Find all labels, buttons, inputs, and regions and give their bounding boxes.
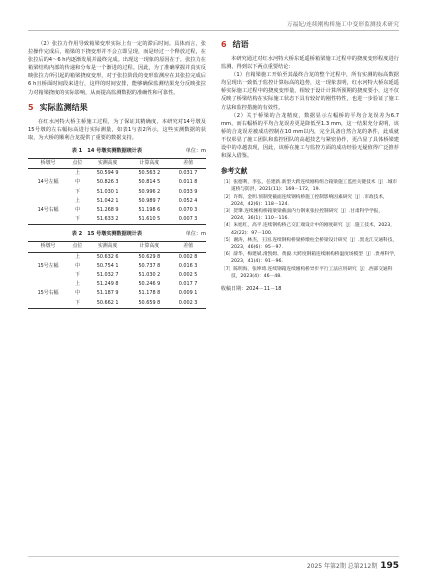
table-header-cell: 点位 xyxy=(68,242,87,252)
table-cell xyxy=(28,299,68,309)
table-row xyxy=(28,178,206,187)
table-cell: 50.989 7 xyxy=(138,197,161,204)
table-header-cell: 计算高度 xyxy=(128,158,170,168)
paragraph-left-1: （2）张拉力作用导致箱梁变形实际上有一定的滞后时间。具体而言，张拉操作完成后，箱梁的下挠变形并不会立即呈现，而是经过一个释放过程，在张拉后的4～6 h内逐渐发展并最终完成。出现这一现象的原因在于，张拉力在箱梁结构内部的传递和分布是一个渐进的过程。因此，为了准确掌握并真实反映张拉力所引起的箱梁挠度变形，对于张拉阶段的变形监测应在其张拉完成后6 h且桥面时间段来进行，这样的时间安排，能够确保监测结果充分反映张拉力对箱梁挠度的实际影响，从而提高监测数据的准确性和可靠性。 xyxy=(28,41,206,96)
table-header-cell: 桥墩号 xyxy=(28,158,68,168)
table-cell: 51.030 1 xyxy=(96,188,119,195)
table-1-title: 表 1 14 号墩实测数据统计表 xyxy=(71,147,142,154)
table-row xyxy=(28,289,206,298)
table-2-body xyxy=(28,252,206,308)
table-cell xyxy=(28,169,68,179)
table-cell: 51.198 6 xyxy=(138,206,161,213)
table-row xyxy=(28,169,206,179)
table-cell xyxy=(28,188,68,197)
table-cell: 50.659 8 xyxy=(128,299,170,309)
table-cell xyxy=(28,197,68,206)
table-cell: 15号右幅 xyxy=(37,290,59,297)
table-header-cell: 差值 xyxy=(170,158,206,168)
paragraph-left-2: 在红水河特大桥主桥施工过程，为了保证其精确度，本研究对14号墩及15号墩的左右幅标高进行实际测量，如表1与表2所示，这些实测数据的获取，为大桥的顺利合龙提供了重要的数据支持。 xyxy=(28,118,206,141)
reference-item: ［4］朱旭红，高平.连续钢构桥己交汇端设计中的刚度研究［J］.施工技术，2023，42(22)：97－100. xyxy=(221,223,395,236)
paragraph-right-1: 本研究通过对红水河特大桥东延遥桥箱梁施工过程中的挠度变形程度进行监测，得到以下两点重要结论： xyxy=(221,56,399,71)
table-cell: 中 xyxy=(74,179,80,186)
table-cell: 14号左幅 xyxy=(37,179,59,186)
table-1-body xyxy=(28,169,206,225)
table-header-cell: 计算高度 xyxy=(128,242,170,252)
reference-item: ［5］谢涛，林杰，王国.连续钢构桥梁桥墩柱全桥梁设计研究［J］.黑龙江交通科技，2023，46(6)：95－97. xyxy=(221,237,398,251)
received-date: 收稿日期：2024－11－18 xyxy=(221,286,282,293)
table-cell: 0.002 3 xyxy=(170,299,206,309)
table-2-header-row xyxy=(28,242,206,252)
section-6-number: 6 xyxy=(221,40,227,49)
table-cell: 上 xyxy=(74,281,80,288)
footer-rule xyxy=(28,556,399,557)
table-cell: 51.633 2 xyxy=(87,215,129,225)
table-cell: 51.268 9 xyxy=(96,206,119,213)
table-cell: 51.249 8 xyxy=(96,281,119,288)
table-cell: 51.187 9 xyxy=(96,290,119,297)
table-cell: 50.629 8 xyxy=(138,253,161,260)
table-cell: 50.996 2 xyxy=(138,188,161,195)
table-row xyxy=(28,215,206,225)
table-cell: 50.826 3 xyxy=(96,179,119,186)
table-cell: 0.009 1 xyxy=(178,290,198,297)
table-cell: 51.610 5 xyxy=(128,215,170,225)
table-cell: 下 xyxy=(68,215,87,225)
page-number: 195 xyxy=(380,561,399,571)
references-list xyxy=(221,179,399,280)
table-cell: 50.594 9 xyxy=(96,170,119,177)
table-1 xyxy=(28,158,206,225)
table-cell: 上 xyxy=(74,253,80,260)
table-1-caption xyxy=(28,148,206,155)
table-row xyxy=(28,280,206,289)
table-cell: 14号右幅 xyxy=(37,206,59,213)
reference-item: ［6］薛华，梅建斌.滑凯姆、黄毅.大跨度钢箱连续刚构桥温度场模型［J］.贵州科学，2023，41(4)：91－96. xyxy=(221,252,399,265)
table-cell: 中 xyxy=(74,262,80,269)
table-cell: 51.032 7 xyxy=(96,271,119,278)
table-cell: 0.017 7 xyxy=(178,281,198,288)
table-cell: 0.033 9 xyxy=(178,188,198,195)
table-cell: 50.737 8 xyxy=(138,262,161,269)
table-row xyxy=(28,262,206,271)
section-6-heading xyxy=(221,40,399,50)
table-2-title: 表 2 15 号墩实测数据统计表 xyxy=(71,231,142,238)
section-5-title: 实际监测结果 xyxy=(39,102,88,112)
table-cell: 15号左幅 xyxy=(37,262,59,269)
table-cell xyxy=(28,271,68,280)
table-2 xyxy=(28,241,206,308)
table-cell: 0.007 3 xyxy=(170,215,206,225)
table-cell: 0.002 8 xyxy=(178,253,198,260)
section-5-heading xyxy=(28,103,206,113)
references-title: 参考文献 xyxy=(221,167,248,176)
table-cell: 下 xyxy=(74,188,80,195)
table-cell: 0.016 3 xyxy=(178,262,198,269)
table-row xyxy=(28,252,206,262)
table-cell xyxy=(28,252,68,262)
table-cell: 50.662 1 xyxy=(87,299,129,309)
issue-info: 2025 年第2期 总第212期 xyxy=(306,563,378,570)
reference-item: ［3］贺肇.连续刚构桥箱梁梁截面内力钢束张拉控制研究［J］.甘肃科学学报，2024，36(1)：110－116. xyxy=(221,209,384,222)
table-cell: 上 xyxy=(74,197,80,204)
table-cell xyxy=(28,215,68,225)
table-cell: 50.632 6 xyxy=(96,253,119,260)
table-1-unit: 单位：m xyxy=(185,147,206,154)
reference-item: ［1］张德利，李弘，任建新.新型大跨连续刚构组合箱梁施工监控关键技术［J］.城市道桥与防洪，2021(11)：169－172，19. xyxy=(221,180,398,193)
section-6-title: 结语 xyxy=(232,40,249,49)
paragraph-right-2: （1）自箱梁施工开始至其最终合龙的整个过程中，所有实测的标高数据均呈现出一致低于监控计算标高的趋势，这一现象表明，红水河特大桥东延遥桥实际施工过程中的挠度变形量，相较于设计计算所预期的挠度要小，这不仅反映了桥梁结构在实际施工状态下具有较好的刚性特性，也进一步验证了施工方法和监控措施的有效性。 xyxy=(221,72,399,111)
table-cell: 50.246 9 xyxy=(138,281,161,288)
table-cell: 51.178 8 xyxy=(138,290,161,297)
table-row xyxy=(28,197,206,206)
left-column xyxy=(28,40,206,309)
right-column xyxy=(221,40,399,293)
section-5-number: 5 xyxy=(28,102,34,112)
table-cell: 50.563 2 xyxy=(138,170,161,177)
table-header-cell: 点位 xyxy=(68,158,87,168)
table-2-unit: 单位：m xyxy=(185,231,206,238)
running-head: 万福妃/连续刚构桥施工中变形监测技术研究 xyxy=(286,22,399,28)
table-row xyxy=(28,206,206,215)
table-cell: 0.070 3 xyxy=(178,206,198,213)
reference-item: ［7］陈明海，张坤琦.连续钢箱连续刚构桥异步平行工法应用研究［J］.西部交通科技，2023(4)：46－48. xyxy=(221,266,393,279)
table-cell: 0.002 5 xyxy=(178,271,198,278)
table-cell: 50.814 5 xyxy=(138,179,161,186)
table-row xyxy=(28,271,206,280)
table-header-cell: 桥墩号 xyxy=(28,242,68,252)
table-cell: 下 xyxy=(68,299,87,309)
table-cell: 0.011 8 xyxy=(178,179,198,186)
table-cell: 0.052 4 xyxy=(178,197,198,204)
table-cell: 0.031 7 xyxy=(178,170,198,177)
paragraph-right-3: （2）关于桥梁的合龙精度，数据显示左幅桥的平均合龙误差为6.7 mm，而右幅桥的平均合龙误差更是降低至1.3 mm，这一结果充分说明，该桥的合龙误差被成功控制在10 mm以内，完全具备自然合龙的条件，此成就不仅彰显了施工团队和监控团队的高超技艺与紧密协作，更凸显了具体桥梁建设中的卓越表现，因此，该桥在施工与监控方面的成功经验无疑值得广泛推荐和深入借鉴。 xyxy=(221,112,399,160)
table-cell: 上 xyxy=(74,170,80,177)
table-row xyxy=(28,188,206,197)
table-header-cell: 实测高度 xyxy=(87,242,129,252)
table-cell xyxy=(28,280,68,289)
table-header-cell: 差值 xyxy=(170,242,206,252)
table-cell: 51.042 1 xyxy=(96,197,119,204)
table-cell: 50.754 1 xyxy=(96,262,119,269)
table-cell: 下 xyxy=(74,271,80,278)
page-footer xyxy=(307,561,399,571)
table-row xyxy=(28,299,206,309)
table-cell: 中 xyxy=(74,206,80,213)
table-cell: 中 xyxy=(74,290,80,297)
reference-item: ［2］许辉，金明.预制变截面连续钢构桥施工控制影响因素研究［J］.市政技术，2024，42(6)：118－124. xyxy=(221,194,388,207)
table-2-caption xyxy=(28,231,206,238)
table-cell: 51.030 2 xyxy=(138,271,161,278)
table-header-cell: 实测高度 xyxy=(87,158,129,168)
table-1-header-row xyxy=(28,158,206,168)
header-rule xyxy=(28,30,399,31)
